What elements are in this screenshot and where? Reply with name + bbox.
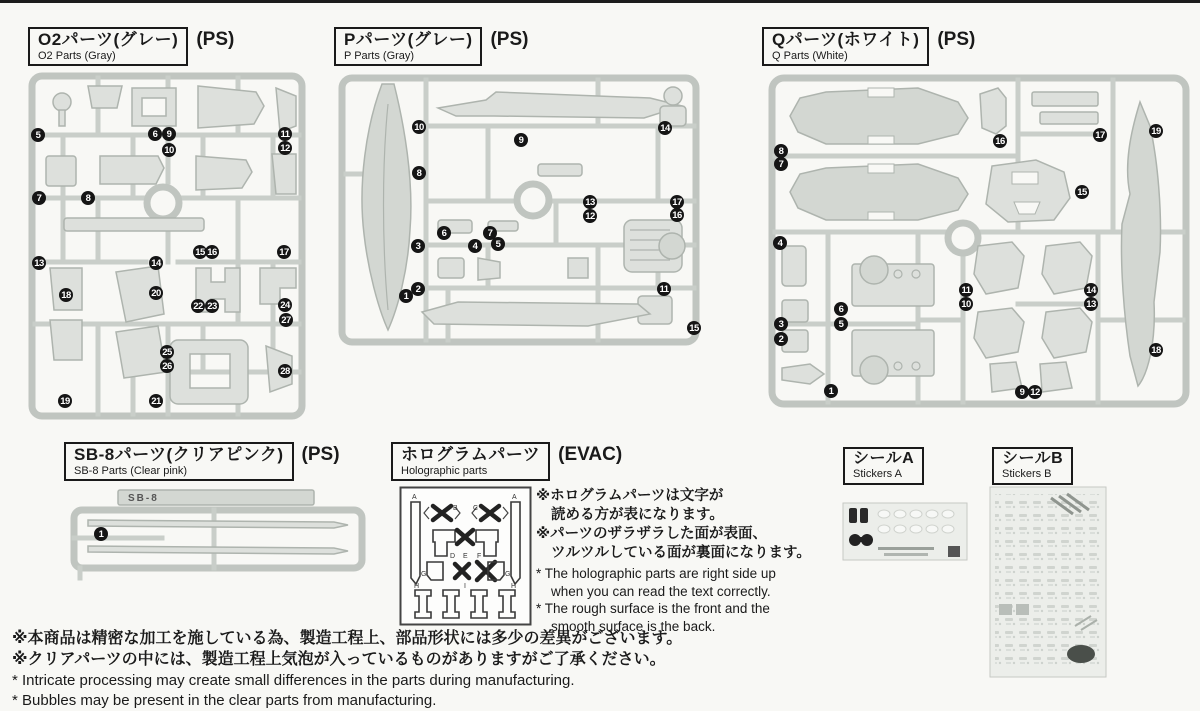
note-line: * The rough surface is the front and the	[536, 601, 770, 617]
sb8-sprue-drawing	[66, 488, 372, 582]
part-number-badge: 3	[411, 239, 425, 253]
part-number-badge: 8	[412, 166, 426, 180]
sb8-parts-label-box	[64, 442, 294, 481]
part-number-badge: 4	[773, 236, 787, 250]
part-number-badge: 5	[834, 317, 848, 331]
part-number-badge: 6	[437, 226, 451, 240]
sprue-ring	[147, 187, 179, 219]
stickers-a-sheet	[842, 502, 968, 566]
note-line: * Intricate processing may create small differences in the parts during manufacturing.	[12, 672, 575, 690]
part-number-badge: 11	[278, 127, 292, 141]
hologram-title-jp: ホログラムパーツ	[401, 445, 541, 464]
p-parts-label-box	[334, 27, 482, 66]
part-number-badge: 5	[491, 237, 505, 251]
footer-notes	[12, 628, 852, 710]
part-number-badge: 12	[583, 209, 597, 223]
sprue-tag-label: SB-8	[128, 493, 159, 504]
stickers-b-drawing	[989, 486, 1107, 678]
q-parts-header	[762, 27, 975, 66]
part-number-badge: 15	[1075, 185, 1089, 199]
stickers-b-title-jp: シールB	[1002, 450, 1064, 467]
part-number-badge: 26	[160, 359, 174, 373]
part-number-badge: 13	[32, 256, 46, 270]
note-line: when you can read the text correctly.	[551, 583, 771, 599]
part-number-badge: 20	[149, 286, 163, 300]
part-number-badge: 28	[278, 364, 292, 378]
note-line: ツルツルしている面が裏面になります。	[551, 544, 811, 561]
part-number-badge: 17	[670, 195, 684, 209]
part-number-badge: 18	[1149, 343, 1163, 357]
part-number-badge: 5	[31, 128, 45, 142]
stickers-b-header	[992, 447, 1073, 485]
p-material-label: (PS)	[490, 29, 529, 50]
svg-text:F: F	[477, 553, 482, 560]
part-number-badge: 7	[483, 226, 497, 240]
part-number-badge: 24	[278, 298, 292, 312]
o2-runner-illustration	[28, 72, 308, 422]
stickers-a-label-box	[843, 447, 924, 485]
o2-title-en: O2 Parts (Gray)	[38, 49, 116, 62]
o2-parts-header	[28, 27, 234, 66]
sprue-ring	[948, 223, 978, 253]
note-line: smooth surface is the back.	[551, 619, 716, 635]
svg-text:B: B	[453, 505, 458, 512]
note-line: ※本商品は精密な加工を施している為、製造工程上、部品形状には多少の差異がございます。	[12, 630, 683, 647]
part-number-badge: 16	[993, 134, 1007, 148]
part-number-badge: 8	[81, 191, 95, 205]
part-number-badge: 16	[205, 245, 219, 259]
part-number-badge: 22	[191, 299, 205, 313]
svg-text:G: G	[421, 571, 427, 578]
svg-text:C: C	[473, 505, 479, 512]
part-number-badge: 15	[193, 245, 207, 259]
svg-text:I: I	[464, 583, 466, 590]
part-number-badge: 19	[1149, 124, 1163, 138]
part-number-badge: 12	[278, 141, 292, 155]
o2-parts-label-box	[28, 27, 188, 66]
hologram-notes-jp	[536, 487, 836, 562]
p-parts-header	[334, 27, 528, 66]
stickers-a-title-en: Stickers A	[853, 468, 902, 481]
q-parts-label-box	[762, 27, 929, 66]
part-number-badge: 4	[468, 239, 482, 253]
svg-text:A: A	[512, 494, 517, 501]
sb8-title-en: SB-8 Parts (Clear pink)	[74, 464, 188, 477]
hologram-title-en: Holographic parts	[401, 464, 488, 477]
part-number-badge: 9	[162, 127, 176, 141]
p-title-en: P Parts (Gray)	[344, 49, 415, 62]
sb8-title-jp: SB-8パーツ(クリアピンク)	[74, 445, 284, 464]
part-number-badge: 17	[277, 245, 291, 259]
svg-text:H: H	[511, 583, 517, 590]
part-number-badge: 13	[583, 195, 597, 209]
part-number-badge: 10	[162, 143, 176, 157]
sb8-parts-header	[64, 442, 340, 481]
stickers-b-sheet	[989, 486, 1107, 678]
stickers-a-header	[843, 447, 924, 485]
svg-text:A: A	[412, 494, 417, 501]
part-number-badge: 19	[58, 394, 72, 408]
hologram-notes-en	[536, 565, 836, 635]
part-number-badge: 14	[149, 256, 163, 270]
part-number-badge: 16	[670, 208, 684, 222]
part-number-badge: 15	[687, 321, 701, 335]
note-line: 読める方が表になります。	[551, 506, 724, 523]
note-line: ※パーツのザラザラした面が表面、	[536, 525, 768, 542]
scan-edge-line	[0, 0, 1200, 3]
part-number-badge: 7	[774, 157, 788, 171]
hologram-sheet-drawing	[399, 486, 532, 626]
o2-title-jp: O2パーツ(グレー)	[38, 30, 179, 49]
sprue-ring	[517, 184, 549, 216]
sticker-shapes	[995, 494, 1101, 670]
part-number-badge: 10	[959, 297, 973, 311]
q-title-jp: Qパーツ(ホワイト)	[772, 30, 920, 49]
q-sprue-drawing	[768, 74, 1190, 408]
stickers-b-title-en: Stickers B	[1002, 468, 1052, 481]
svg-text:E: E	[463, 553, 468, 560]
part-number-badge: 2	[411, 282, 425, 296]
part-number-badge: 10	[412, 120, 426, 134]
part-number-badge: 13	[1084, 297, 1098, 311]
part-number-badge: 23	[205, 299, 219, 313]
svg-text:H: H	[414, 583, 420, 590]
part-number-badge: 11	[657, 282, 671, 296]
p-sprue-drawing	[338, 74, 700, 346]
note-line: ※ホログラムパーツは文字が	[536, 488, 724, 504]
note-line: * The holographic parts are right side up	[536, 566, 776, 582]
part-number-badge: 6	[834, 302, 848, 316]
part-number-badge: 17	[1093, 128, 1107, 142]
part-number-badge: 14	[658, 121, 672, 135]
part-number-badge: 1	[399, 289, 413, 303]
p-title-jp: Pパーツ(グレー)	[344, 30, 473, 49]
part-number-badge: 1	[94, 527, 108, 541]
part-number-badge: 25	[160, 345, 174, 359]
hologram-notes	[536, 487, 836, 636]
part-number-badge: 11	[959, 283, 973, 297]
part-number-badge: 8	[774, 144, 788, 158]
hologram-label-box	[391, 442, 550, 481]
part-number-badge: 27	[279, 313, 293, 327]
part-number-badge: 6	[148, 127, 162, 141]
part-number-badge: 14	[1084, 283, 1098, 297]
part-number-badge: 3	[774, 317, 788, 331]
stickers-a-title-jp: シールA	[853, 450, 915, 467]
note-line: ※クリアパーツの中には、製造工程上気泡が入っているものがありますがご了承ください。	[12, 651, 666, 669]
sb8-material-label: (PS)	[301, 444, 340, 465]
o2-material-label: (PS)	[196, 29, 235, 50]
part-number-badge: 2	[774, 332, 788, 346]
q-title-en: Q Parts (White)	[772, 49, 848, 62]
part-number-badge: 9	[514, 133, 528, 147]
q-runner-illustration	[768, 74, 1190, 408]
part-number-badge: 9	[1015, 385, 1029, 399]
svg-text:D: D	[450, 553, 456, 560]
part-number-badge: 18	[59, 288, 73, 302]
part-number-badge: 1	[824, 384, 838, 398]
p-runner-illustration	[338, 74, 700, 346]
q-material-label: (PS)	[937, 29, 976, 50]
footer-notes-jp	[12, 628, 852, 670]
hologram-parts-header	[391, 442, 622, 481]
svg-text:G: G	[505, 571, 511, 578]
hologram-sheet-illustration	[399, 486, 532, 626]
stickers-a-drawing	[842, 502, 968, 566]
hologram-material-label: (EVAC)	[558, 444, 623, 465]
stickers-b-label-box	[992, 447, 1073, 485]
sb8-runner-illustration	[66, 488, 372, 582]
note-line: * Bubbles may be present in the clear parts from manufacturing.	[12, 691, 437, 709]
part-number-badge: 12	[1028, 385, 1042, 399]
footer-notes-en	[12, 671, 852, 710]
part-number-badge: 7	[32, 191, 46, 205]
part-number-badge: 21	[149, 394, 163, 408]
